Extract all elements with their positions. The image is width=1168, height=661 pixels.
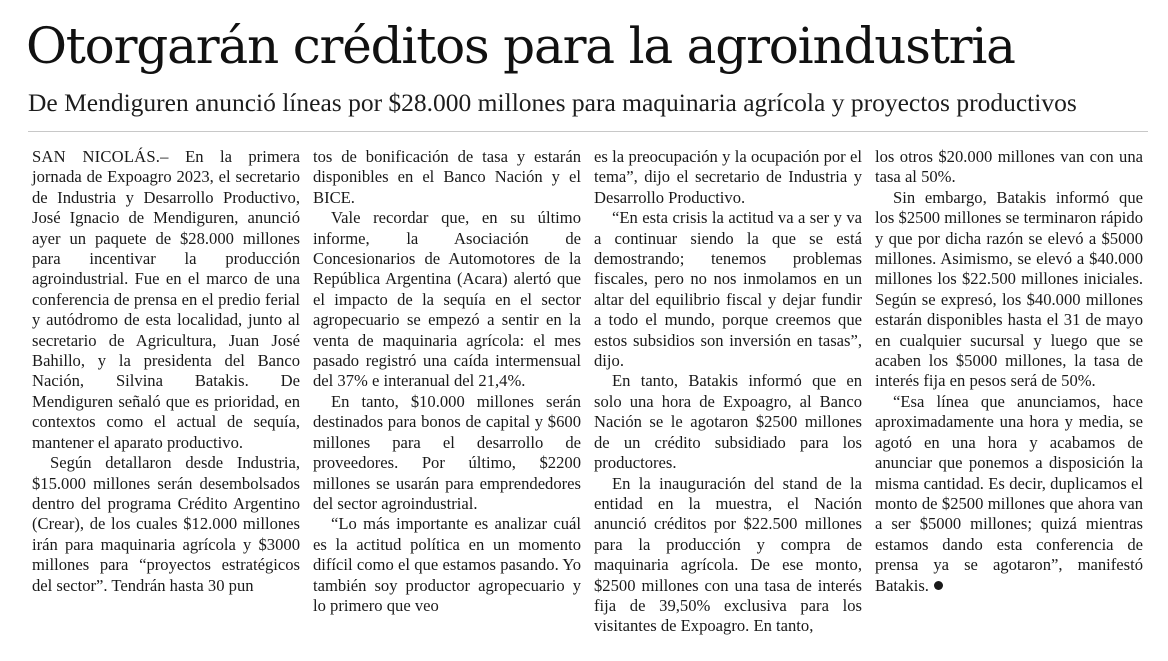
paragraph: es la preocupación y la ocupación por el tema”, dijo el secretario de Industria y Desarrollo Productivo. (594, 147, 862, 207)
text-column-1 (32, 147, 300, 596)
paragraph: los otros $20.000 millones van con una tasa al 50%. (875, 147, 1143, 187)
paragraph: Según detallaron desde Industria, $15.000 millones serán desembolsados dentro del programa Crédito Argentino (Crear), de los cuales $12.000 millones irán para maquinaria agrícola y $3000 millones para “proyectos estratégicos del sector”. Tendrán hasta 30 pun (32, 453, 300, 595)
paragraph-text: En la primera jornada de Expoagro 2023, el secretario de Industria y Desarrollo Productivo, José Ignacio de Mendiguren, anunció ayer un paquete de $28.000 millones para incentivar la producción agroindustrial. Fue en el marco de una conferencia de prensa en el predio ferial y autódromo de esta localidad, junto al secretario de Agricultura, Juan José Bahillo, y la presidenta del Banco Nación, Silvina Batakis. De Mendiguren señaló que es prioridad, en contextos como el actual de sequía, mantener el aparato productivo. (32, 147, 300, 452)
paragraph-text: “Esa línea que anunciamos, hace aproximadamente una hora y media, se agotó en una hora y acabamos de anunciar que ponemos a disposición la misma cantidad. Es decir, duplicamos el monto de $2500 millones que ahora van a ser $5000 millones; quizá mientras estamos dando esta conferencia de prensa ya se agotaron”, manifestó Batakis. (875, 391, 1143, 595)
paragraph: “En esta crisis la actitud va a ser y va a continuar siendo la que se está demostrando; tenemos problemas fiscales, pero no nos inmolamos en un altar del equilibrio fiscal y dejar fundir a todo el mundo, porque creemos que estos subsidios son inversión en tasas”, dijo. (594, 208, 862, 371)
paragraph: En la inauguración del stand de la entidad en la muestra, el Nación anunció créditos por $22.500 millones para la producción y compra de maquinaria agrícola. De ese monto, $2500 millones con una tasa de interés fija de 39,50% exclusiva para los visitantes de Expoagro. En tanto, (594, 473, 862, 636)
paragraph: tos de bonificación de tasa y estarán disponibles en el Banco Nación y el BICE. (313, 147, 581, 207)
paragraph: En tanto, Batakis informó que en solo una hora de Expoagro, al Banco Nación se le agotaron $2500 millones de un crédito subsidiado para los productores. (594, 371, 862, 473)
paragraph: Vale recordar que, en su último informe, la Asociación de Concesionarios de Automotores de la República Argentina (Acara) alertó que el impacto de la sequía en el sector agropecuario se empezó a sentir en la venta de maquinaria agrícola: el mes pasado registró una caída intermensual del 37% e interanual del 21,4%. (313, 208, 581, 391)
text-column-4 (875, 147, 1143, 596)
dateline: SAN NICOLÁS.– (32, 147, 169, 166)
headline: Otorgarán créditos para la agroindustria (26, 17, 1015, 75)
paragraph (875, 392, 1143, 596)
paragraph: En tanto, $10.000 millones serán destinados para bonos de capital y $600 millones para el desarrollo de proveedores. Por último, $2200 millones se usarán para emprendedores del sector agroindustrial. (313, 391, 581, 513)
paragraph (32, 147, 300, 453)
text-column-3 (594, 147, 862, 637)
paragraph: “Lo más importante es analizar cuál es la actitud política en un momento difícil como el que estamos pasando. Yo también soy productor agropecuario y lo primero que veo (313, 514, 581, 615)
subheadline: De Mendiguren anunció líneas por $28.000 millones para maquinaria agrícola y proyectos productivos (28, 88, 1077, 117)
paragraph: Sin embargo, Batakis informó que los $2500 millones se terminaron rápido y que por dicha razón se elevó a $5000 millones. Asimismo, se elevó a $40.000 millones los $22.500 millones iniciales. Según se expresó, los $40.000 millones estarán disponibles hasta el 31 de mayo en cualquier sucursal y luego que se acaben los $5000 millones, la tasa de interés fija en pesos será de 50%. (875, 187, 1143, 391)
header-divider (28, 131, 1148, 132)
text-column-2 (313, 147, 581, 616)
end-of-article-icon (934, 581, 943, 590)
